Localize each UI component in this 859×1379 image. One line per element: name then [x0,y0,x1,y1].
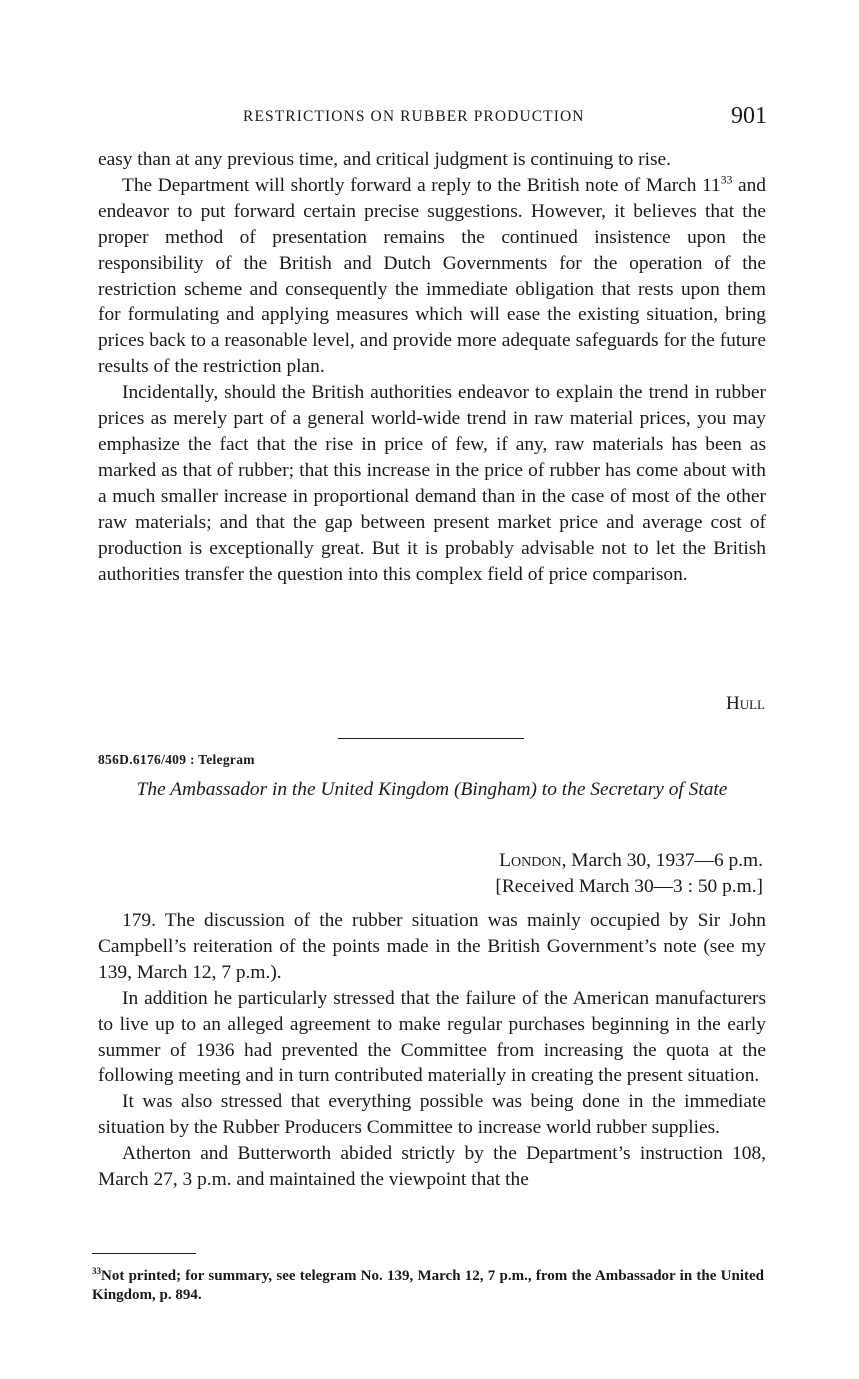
footnote-divider [92,1253,196,1254]
dateline-city: London [499,850,562,871]
paragraph-additionally: In addition he particularly stressed that the failure of the American manufacturers to live up to an alleged agreement to make regular purchases beginning in the early summer of 1936 had prevented the Committee from increasing the quota at the following meeting and in turn contributed materially in creating the present situation. [98,987,766,1087]
paragraph-atherton: Atherton and Butterworth abided strictly by the Department’s instruction 108, March 27, 3 p.m. and maintained the viewpoint that the [98,1143,766,1191]
footnote-text: Not printed; for summary, see telegram No. 139, March 12, 7 p.m., from the Ambassador in the United Kingdom, p. 894. [92,1268,764,1303]
paragraph-incidentally: Incidentally, should the British authorities endeavor to explain the trend in rubber prices as merely part of a general world-wide trend in raw material prices, you may emphasize the fact that the rise in price of few, if any, raw materials has been as marked as that of rubber; that this increase in the price of rubber has come about with a much smaller increase in proportional demand than in the case of most of the other raw materials; and that the gap between present market price and average cost of production is exceptionally great. But it is probably advisable not to let the British authorities transfer the question into this complex field of price comparison. [98,382,766,585]
dateline-sent [495,848,763,874]
dateline-received: [Received March 30—3 : 50 p.m.] [495,875,763,897]
signature: Hull [726,693,765,714]
section-divider [338,738,524,739]
file-number: 856D.6176/409 : Telegram [98,752,255,767]
paragraph-179: 179. The discussion of the rubber situation was mainly occupied by Sir John Campbell’s reiteration of the points made in the British Government’s note (see my 139, March 12, 7 p.m.). [98,910,766,983]
paragraph-continued: easy than at any previous time, and critical judgment is continuing to rise. [98,149,671,170]
running-title: RESTRICTIONS ON RUBBER PRODUCTION [243,108,585,125]
document-title: The Ambassador in the United Kingdom (Bingham) to the Secretary of State [136,779,728,800]
footnote-marker: 33 [92,1266,101,1276]
paragraph-department-reply [98,173,766,380]
dateline-date: , March 30, 1937—6 p.m. [561,850,763,871]
paragraph-text: and endeavor to put forward certain precise suggestions. However, it believes that the proper method of presentation remains the continued insistence upon the responsibility of the British and Dutch Governments for the operation of the restriction scheme and consequently the immediate obligation that rests upon them for formulating and applying measures which will ease the existing situation, bring prices back to a reasonable level, and provide more adequate safeguards for the future results of the restriction plan. [98,174,766,378]
dateline [495,848,763,900]
footnote [92,1267,764,1305]
page-header [98,103,767,133]
section1-body [98,147,766,587]
paragraph-also-stressed: It was also stressed that everything possible was being done in the immediate situation by the Rubber Producers Committee to increase world rubber supplies. [98,1091,766,1139]
footnote-reference: 33 [720,173,733,187]
page-number: 901 [731,103,767,129]
telegram-body [98,908,766,1193]
paragraph-text: The Department will shortly forward a reply to the British note of March 11 [122,174,721,196]
